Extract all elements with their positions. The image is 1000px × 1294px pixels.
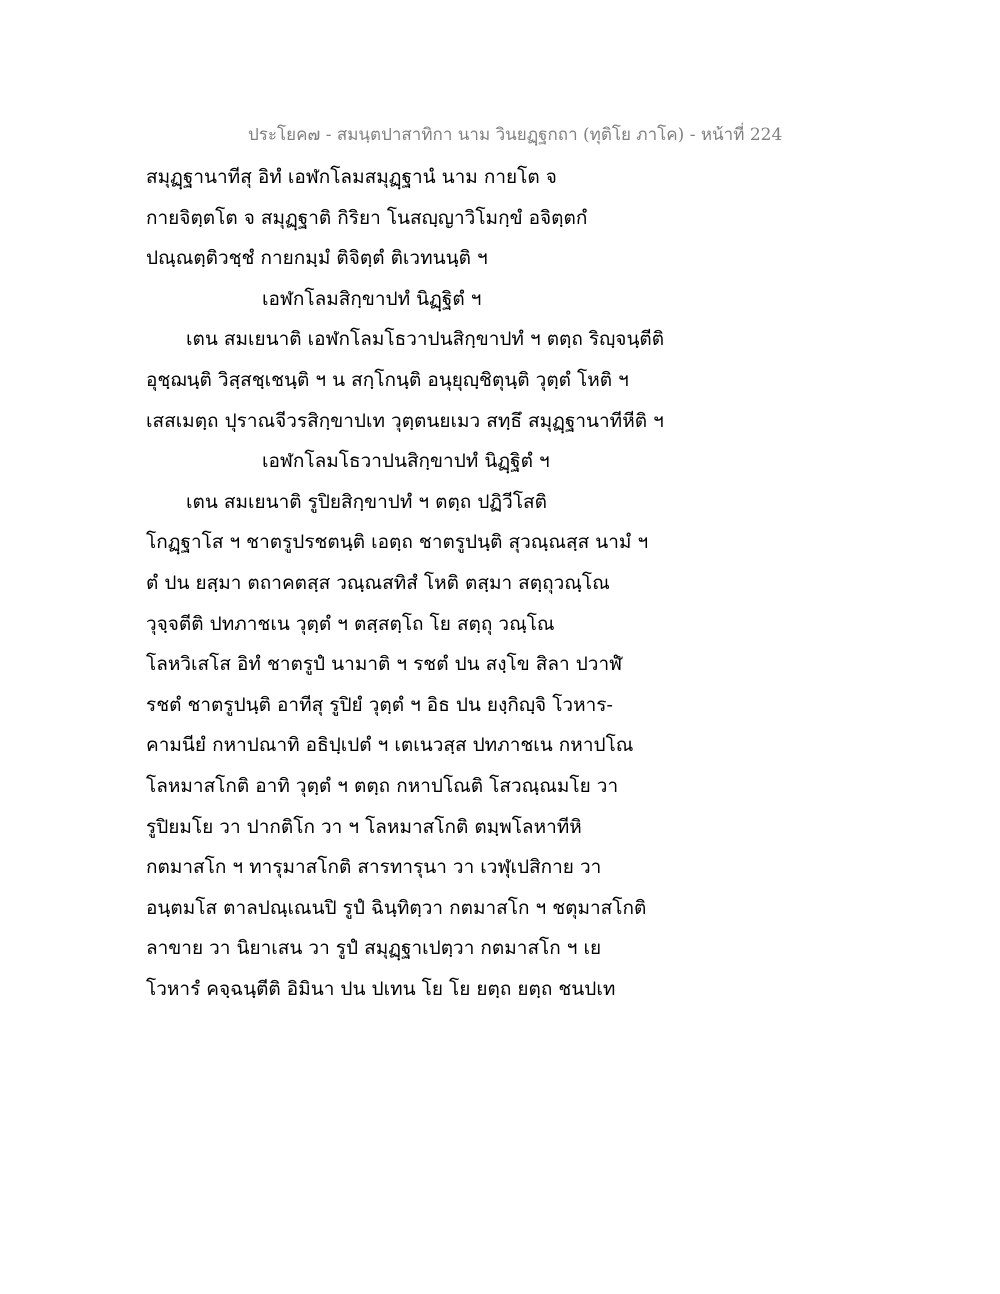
- text-line: ลาขาย วา นิยาเสน วา รูปํ สมุฏฺฐาเปตฺวา กตมาสโก ฯ เย: [146, 937, 602, 960]
- body-text: [146, 157, 706, 1009]
- text-line: โกฏฺฐาโส ฯ ชาตรูปรชตนฺติ เอตฺถ ชาตรูปนฺติ สุวณฺณสฺส นามํ ฯ: [146, 531, 649, 554]
- text-line: วุจฺจตีติ ปทภาชเน วุตฺตํ ฯ ตสฺสตฺโถ โย สตฺถุ วณฺโณ: [146, 612, 555, 635]
- text-line: เสสเมตฺถ ปุราณจีวรสิกฺขาปเท วุตฺตนยเมว สทฺธึ สมุฏฺฐานาทีหีติ ฯ: [146, 409, 664, 432]
- section-end-heading: เอฬกโลมโธวาปนสิกฺขาปทํ นิฏฺฐิตํ ฯ: [262, 450, 550, 473]
- text-line: โลหมาสโกติ อาทิ วุตฺตํ ฯ ตตฺถ กหาปโณติ โสวณฺณมโย วา: [146, 774, 619, 797]
- text-line: เตน สมเยนาติ รูปิยสิกฺขาปทํ ฯ ตตฺถ ปฏิวีโสติ: [186, 490, 547, 513]
- text-line: สมุฏฺฐานาทีสุ อิทํ เอฬกโลมสมุฏฺฐานํ นาม กายโต จ: [146, 166, 557, 188]
- page-header: ประโยค๗ - สมนฺตปาสาทิกา นาม วินยฏฺฐกถา (ทุติโย ภาโค) - หน้าที่ 224: [248, 125, 783, 145]
- text-line: รชตํ ชาตรูปนฺติ อาทีสุ รูปิยํ วุตฺตํ ฯ อิธ ปน ยงฺกิญฺจิ โวหาร-: [146, 693, 613, 716]
- text-line: อนฺตมโส ตาลปณฺเณนปิ รูปํ ฉินฺทิตฺวา กตมาสโก ฯ ชตุมาสโกติ: [146, 896, 647, 919]
- text-line: เตน สมเยนาติ เอฬกโลมโธวาปนสิกฺขาปทํ ฯ ตตฺถ ริญฺจนฺตีติ: [186, 328, 665, 351]
- text-line: ปณฺณตฺติวชฺชํ กายกมฺมํ ติจิตฺตํ ติเวทนนฺติ ฯ: [146, 247, 488, 270]
- text-line: ตํ ปน ยสฺมา ตถาคตสฺส วณฺณสทิสํ โหติ ตสฺมา สตฺถุวณฺโณ: [146, 571, 610, 594]
- text-line: กตมาสโก ฯ ทารุมาสโกติ สารทารุนา วา เวฬุเปสิกาย วา: [146, 856, 602, 879]
- text-line: โวหารํ คจฺฉนฺตีติ อิมินา ปน ปเทน โย โย ยตฺถ ยตฺถ ชนปเท: [146, 977, 616, 1000]
- text-line: อุชฺฌนฺติ วิสฺสชฺเชนฺติ ฯ น สกฺโกนฺติ อนุยุญฺชิตุนฺติ วุตฺตํ โหติ ฯ: [146, 368, 629, 391]
- text-line: กายจิตฺตโต จ สมุฏฺฐาติ กิริยา โนสญฺญาวิโมกฺขํ อจิตฺตกํ: [146, 206, 588, 229]
- text-line: รูปิยมโย วา ปากติโก วา ฯ โลหมาสโกติ ตมฺพโลหาทีหิ: [146, 815, 582, 838]
- section-end-heading: เอฬกโลมสิกฺขาปทํ นิฏฺฐิตํ ฯ: [262, 287, 482, 310]
- text-line: โลหวิเสโส อิทํ ชาตรูปํ นามาติ ฯ รชตํ ปน สงฺโข สิลา ปวาฬํ: [146, 653, 623, 676]
- text-line: คามนียํ กหาปณาทิ อธิปฺเปตํ ฯ เตเนวสฺส ปทภาชเน กหาปโณ: [146, 734, 634, 757]
